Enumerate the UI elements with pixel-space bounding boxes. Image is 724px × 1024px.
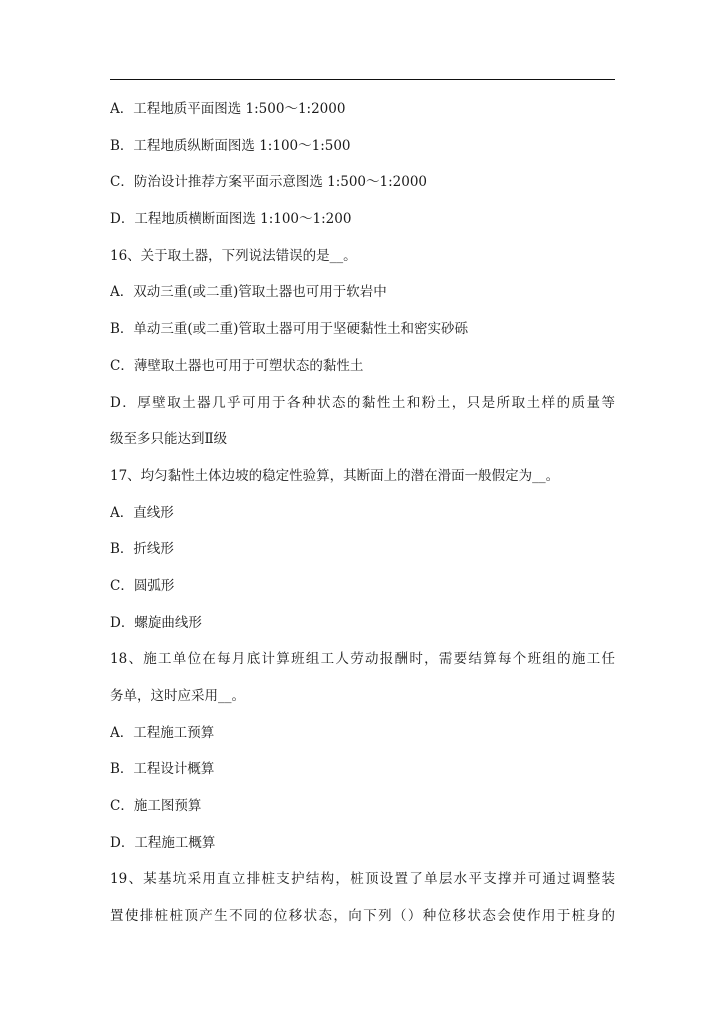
question-18-continued: 务单，这时应采用__。 xyxy=(110,688,245,704)
question-19-continued: 置使排桩桩顶产生不同的位移状态，向下列（）种位移状态会使作用于桩身的 xyxy=(110,908,615,925)
question-16-option-d-continued: 级至多只能达到Ⅱ级 xyxy=(110,431,228,448)
option-b-line: B．工程地质纵断面图选 1:100～1:500 xyxy=(110,137,351,154)
question-18-option-d: D．工程施工概算 xyxy=(110,834,216,851)
question-16: 16、关于取土器，下列说法错误的是__。 xyxy=(110,247,357,264)
question-17-option-b: B．折线形 xyxy=(110,541,174,558)
question-18-option-c: C．施工图预算 xyxy=(110,798,202,815)
question-17-option-d: D．螺旋曲线形 xyxy=(110,614,202,631)
question-19: 19、某基坑采用直立排桩支护结构，桩顶设置了单层水平支撑并可通过调整装 xyxy=(110,871,615,888)
question-17-option-c: C．圆弧形 xyxy=(110,577,175,594)
question-16-option-a: A．双动三重(或二重)管取土器也可用于软岩中 xyxy=(110,284,387,301)
header-rule xyxy=(110,79,615,80)
question-16-option-c: C．薄壁取土器也可用于可塑状态的黏性土 xyxy=(110,357,364,374)
option-c-line: C．防治设计推荐方案平面示意图选 1:500～1:2000 xyxy=(110,174,428,191)
document-body xyxy=(110,91,615,935)
option-d-line: D．工程地质横断面图选 1:100～1:200 xyxy=(110,211,352,228)
question-18-option-b: B．工程设计概算 xyxy=(110,761,215,778)
question-17: 17、均匀黏性土体边坡的稳定性验算，其断面上的潜在滑面一般假定为__。 xyxy=(110,467,560,484)
question-18: 18、施工单位在每月底计算班组工人劳动报酬时，需要结算每个班组的施工任 xyxy=(110,651,615,668)
option-a-line: A．工程地质平面图选 1:500～1:2000 xyxy=(110,101,346,117)
question-17-option-a: A．直线形 xyxy=(110,504,174,521)
question-16-option-b: B．单动三重(或二重)管取土器可用于坚硬黏性土和密实砂砾 xyxy=(110,321,468,338)
question-16-option-d: D．厚壁取土器几乎可用于各种状态的黏性土和粉土，只是所取土样的质量等 xyxy=(110,394,615,411)
question-18-option-a: A．工程施工预算 xyxy=(110,724,215,741)
